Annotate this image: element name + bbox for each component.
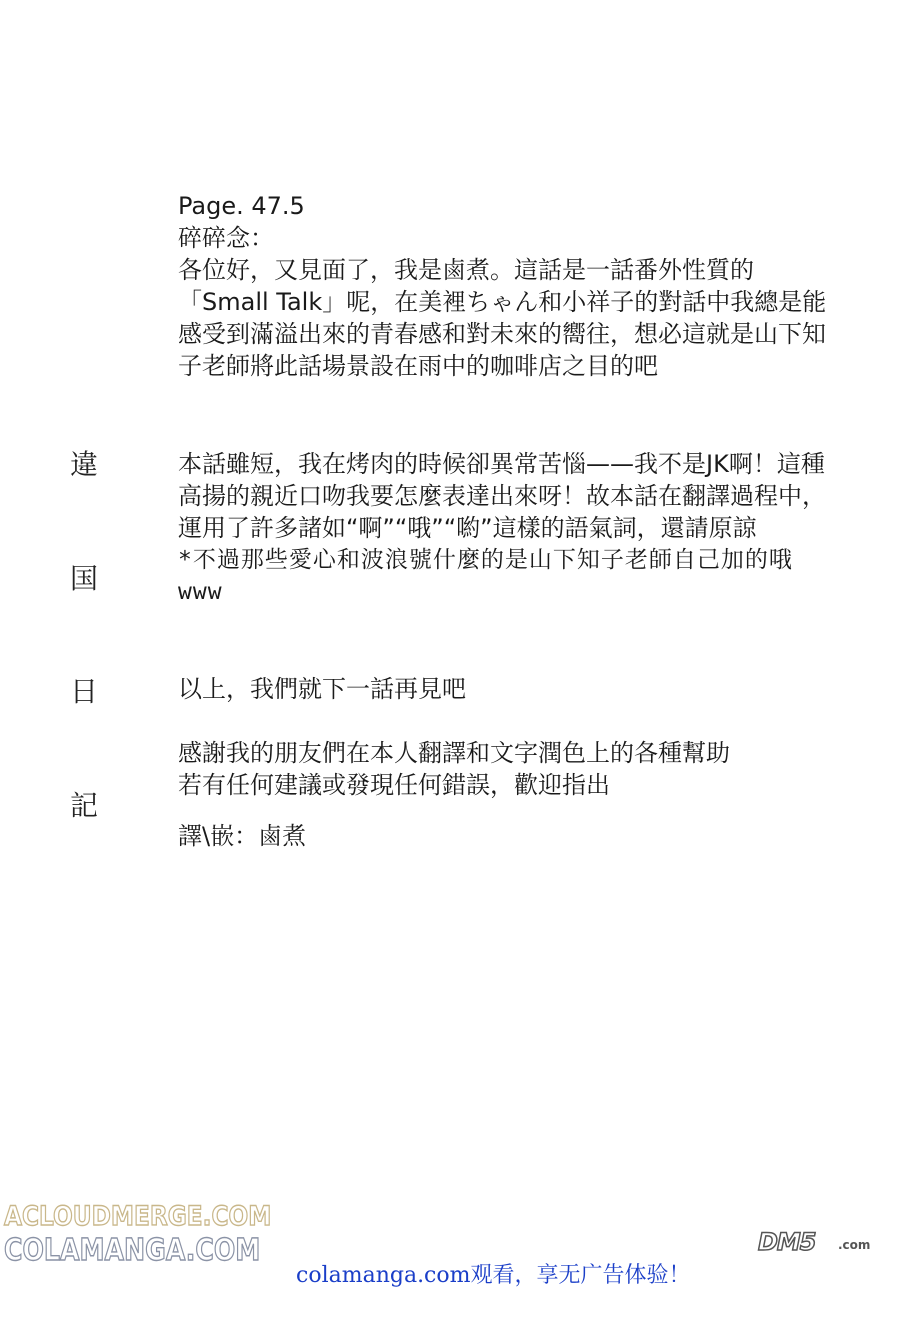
afterword-block bbox=[178, 190, 828, 382]
paragraph-1: 各位好，又見面了，我是鹵煮。這話是一話番外性質的「Small Talk」呢，在美裡ちゃん和小祥子的對話中我總是能感受到滿溢出來的青春感和對未來的嚮往，想必這就是山下知子老師將此話場景設在雨中的咖啡店之目的吧 bbox=[178, 256, 827, 380]
page-label: Page. 47.5 bbox=[178, 192, 305, 220]
afterword-block-4 bbox=[178, 737, 828, 801]
feedback-line: 若有任何建議或發現任何錯誤，歡迎指出 bbox=[178, 771, 610, 799]
dm5-logo-main: DM5 bbox=[758, 1228, 816, 1256]
afterword-block-2 bbox=[178, 448, 828, 608]
promo-link[interactable]: colamanga.com观看，享无广告体验！ bbox=[296, 1263, 691, 1288]
dm5-logo bbox=[758, 1222, 888, 1258]
afterword-block-5 bbox=[178, 820, 828, 852]
credit-line: 譯\嵌：鹵煮 bbox=[178, 822, 307, 850]
handwritten-note: *不過那些愛心和波浪號什麼的是山下知子老師自己加的哦www bbox=[178, 547, 793, 605]
paragraph-3: 以上，我們就下一話再見吧 bbox=[178, 675, 466, 703]
thanks-line: 感謝我的朋友們在本人翻譯和文字潤色上的各種幫助 bbox=[178, 739, 730, 767]
side-title-char-2: 国 bbox=[69, 562, 98, 595]
afterword-block-3 bbox=[178, 673, 828, 705]
watermark-acloudmerge: ACLOUDMERGE.COM bbox=[4, 1201, 272, 1232]
header-label: 碎碎念： bbox=[178, 224, 274, 252]
watermark-colamanga: COLAMANGA.COM bbox=[4, 1233, 261, 1268]
side-title-char-1: 違 bbox=[69, 448, 98, 481]
paragraph-2: 本話雖短，我在烤肉的時候卻異常苦惱——我不是JK啊！這種高揚的親近口吻我要怎麼表達出來呀！故本話在翻譯過程中，運用了許多諸如“啊”“哦”“喲”這樣的語氣詞，還請原諒 bbox=[178, 450, 826, 542]
dm5-logo-suffix: .com bbox=[838, 1238, 871, 1252]
side-title-char-3: 日 bbox=[69, 675, 98, 708]
side-title-char-4: 記 bbox=[69, 789, 98, 822]
